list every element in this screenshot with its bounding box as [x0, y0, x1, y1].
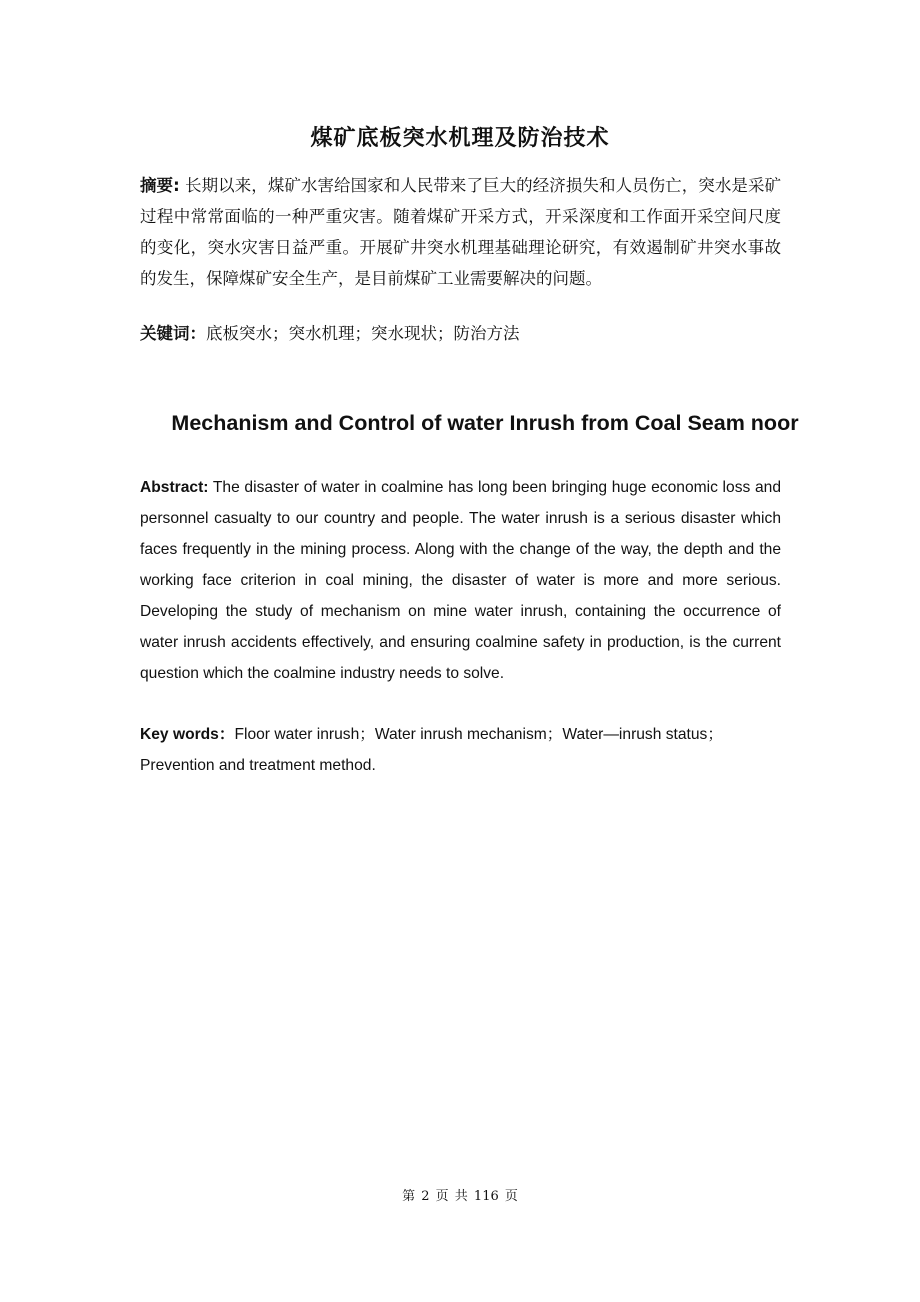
- english-abstract: [140, 472, 781, 689]
- english-abstract-text: The disaster of water in coalmine has long been bringing huge economic loss and personnel casualty to our country and people. The water inrush is a serious disaster which faces frequently in the mining process. Along with the change of the way, the depth and the working face criterion in coal mining, the disaster of water is more and more serious. Developing the study of mechanism on mine water inrush, containing the occurrence of water inrush accidents effectively, and ensuring coalmine safety in production, is the current question which the coalmine industry needs to solve.: [140, 479, 781, 682]
- english-title: Mechanism and Control of water Inrush from Coal Seam noor: [171, 411, 799, 435]
- chinese-keywords: [140, 318, 781, 349]
- chinese-title: 煤矿底板突水机理及防治技术: [310, 126, 610, 151]
- english-keywords: [140, 719, 785, 781]
- chinese-keywords-text: 底板突水；突水机理；突水现状；防治方法: [206, 324, 520, 343]
- chinese-keywords-label: 关键词：: [140, 324, 206, 343]
- chinese-abstract-label: 摘要:: [140, 176, 180, 195]
- chinese-abstract: [140, 170, 781, 294]
- chinese-abstract-text: 长期以来，煤矿水害给国家和人民带来了巨大的经济损失和人员伤亡，突水是采矿过程中常常面临的一种严重灾害。随着煤矿开采方式，开采深度和工作面开采空间尺度的变化，突水灾害日益严重。开展矿井突水机理基础理论研究，有效遏制矿井突水事故的发生，保障煤矿安全生产，是目前煤矿工业需要解决的问题。: [140, 176, 782, 288]
- english-abstract-label: Abstract:: [140, 479, 209, 496]
- page-number-footer: 第 2 页 共 116 页: [402, 1189, 518, 1204]
- english-keywords-text: Floor water inrush；Water inrush mechanism；Water—inrush status；Prevention and treatment method.: [140, 726, 723, 774]
- english-keywords-label: Key words：: [140, 726, 235, 743]
